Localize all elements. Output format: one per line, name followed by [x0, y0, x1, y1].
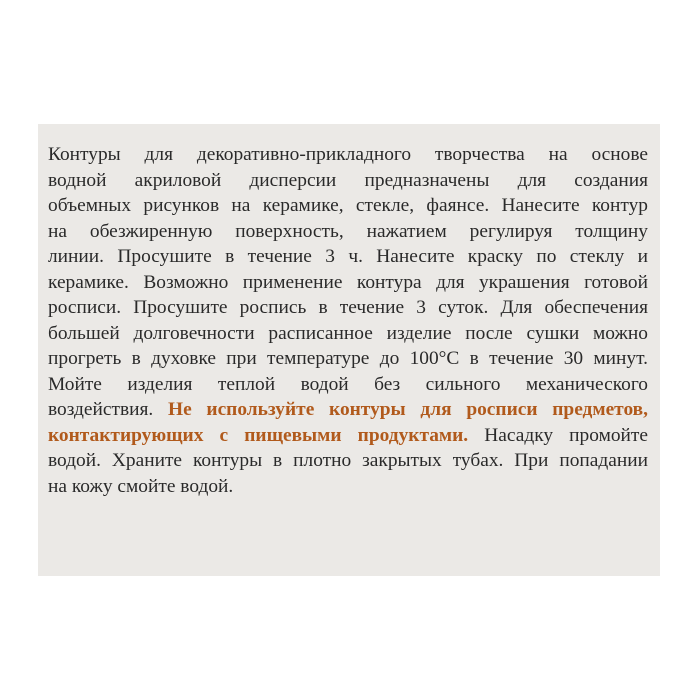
text-line-warning-start [48, 397, 648, 423]
warning-text: Не используйте контуры для росписи предметов, [167, 399, 648, 420]
text-line: керамике. Возможно применение контура для украшения готовой [48, 271, 648, 293]
text-line: линии. Просушите в течение 3 ч. Нанесите краску по стеклу и [48, 246, 648, 267]
text-segment: воздействия. [48, 399, 168, 420]
text-line: Мойте изделия теплой водой без сильного механического [48, 373, 648, 395]
text-line: прогреть в духовке при температуре до 100°С в течение 30 минут. [48, 348, 648, 369]
instruction-text [48, 142, 648, 499]
text-line-warning-end [48, 423, 648, 449]
text-line: большей долговечности расписанное изделие после сушки можно [48, 322, 648, 344]
instruction-card [38, 124, 660, 576]
text-line: на обезжиренную поверхность, нажатием регулируя толщину [48, 220, 648, 242]
text-segment: Насадку промойте [468, 424, 648, 446]
text-line: Контуры для декоративно-прикладного творчества на основе [48, 144, 648, 165]
warning-text: контактирующих с пищевыми продуктами. [48, 424, 469, 446]
text-line: объемных рисунков на керамике, стекле, фаянсе. Нанесите контур [48, 195, 648, 216]
text-line: водной акриловой дисперсии предназначены для создания [48, 169, 648, 191]
text-line: водой. Храните контуры в плотно закрытых тубах. При попадании [48, 450, 648, 471]
text-line: росписи. Просушите роспись в течение 3 суток. Для обеспечения [48, 297, 648, 318]
text-line-last: на кожу смойте водой. [48, 475, 234, 497]
